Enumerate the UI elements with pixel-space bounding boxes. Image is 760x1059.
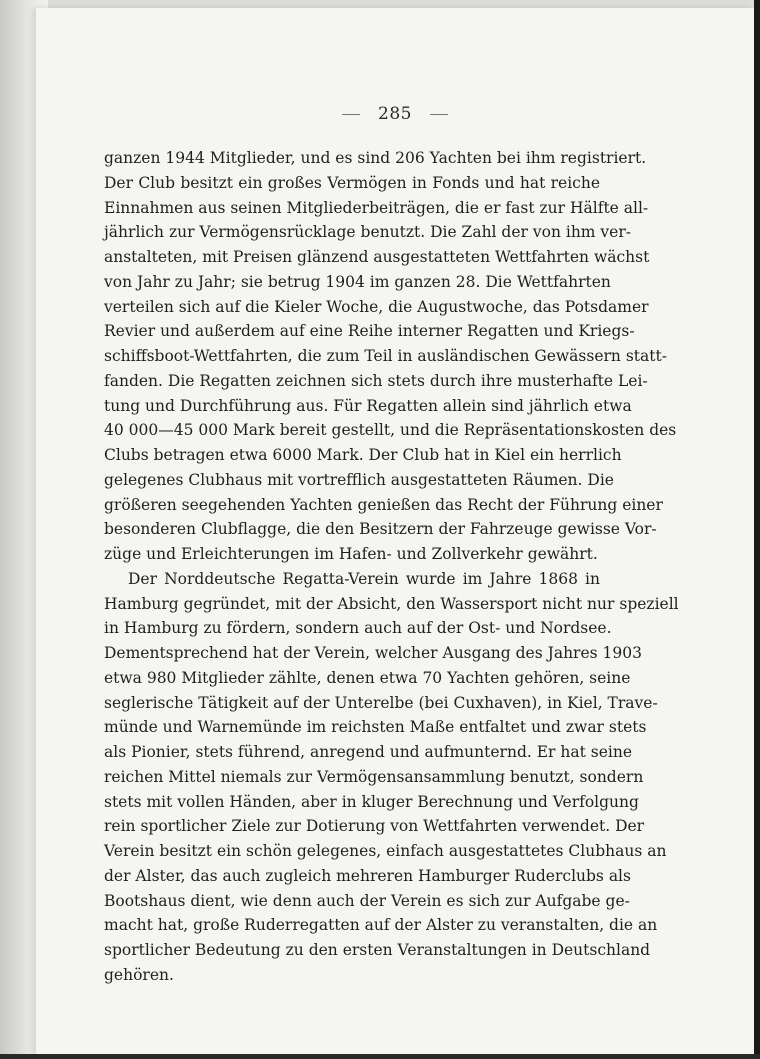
text-line: Einnahmen aus seinen Mitgliederbeiträgen, die er fast zur Hälfte all- xyxy=(104,198,649,217)
text-line: Revier und außerdem auf eine Reihe interner Regatten und Kriegs- xyxy=(104,322,635,341)
text-line: seglerische Tätigkeit auf der Unterelbe (bei Cuxhaven), in Kiel, Trave- xyxy=(104,693,658,712)
text-line: der Alster, das auch zugleich mehreren Hamburger Ruderclubs als xyxy=(104,866,631,885)
text-line: 40 000—45 000 Mark bereit gestellt, und die Repräsentationskosten des xyxy=(104,421,677,440)
scan-edge-right xyxy=(754,0,760,1059)
text-line: jährlich zur Vermögensrücklage benutzt. Die Zahl der von ihm ver- xyxy=(104,223,631,242)
text-line: sportlicher Bedeutung zu den ersten Veranstaltungen in Deutschland xyxy=(104,941,651,959)
text-line: züge und Erleichterungen im Hafen- und Zollverkehr gewährt. xyxy=(104,545,598,563)
text-line: macht hat, große Ruderregatten auf der Alster zu veranstalten, die an xyxy=(104,916,658,935)
text-line: Verein besitzt ein schön gelegenes, einfach ausgestattetes Clubhaus an xyxy=(104,842,667,860)
header-dash-left xyxy=(342,114,360,115)
text-line: rein sportlicher Ziele zur Dotierung von Wettfahrten verwendet. Der xyxy=(104,817,645,836)
text-line: tung und Durchführung aus. Für Regatten allein sind jährlich etwa xyxy=(104,396,632,415)
text-line: Der Norddeutsche Regatta-Verein wurde im Jahre 1868 in xyxy=(128,569,600,588)
text-line: in Hamburg zu fördern, sondern auch auf der Ost- und Nordsee. xyxy=(104,619,612,638)
text-line: besonderen Clubflagge, die den Besitzern der Fahrzeuge gewisse Vor- xyxy=(104,520,657,539)
scan-edge-bottom xyxy=(0,1054,760,1059)
page-number-header xyxy=(36,104,754,124)
page-number: 285 xyxy=(378,104,412,124)
text-line: Clubs betragen etwa 6000 Mark. Der Club hat in Kiel ein herrlich xyxy=(104,446,622,464)
text-line: Dementsprechend hat der Verein, welcher Ausgang des Jahres 1903 xyxy=(104,644,642,662)
text-line: gelegenes Clubhaus mit vortrefflich ausgestatteten Räumen. Die xyxy=(104,470,614,489)
text-line: Hamburg gegründet, mit der Absicht, den Wassersport nicht nur speziell xyxy=(104,594,679,613)
paragraph-2 xyxy=(104,567,679,988)
text-line: stets mit vollen Händen, aber in kluger Berechnung und Verfolgung xyxy=(104,792,639,811)
text-line: von Jahr zu Jahr; sie betrug 1904 im ganzen 28. Die Wettfahrten xyxy=(104,272,611,291)
text-line: ganzen 1944 Mitglieder, und es sind 206 Yachten bei ihm registriert. xyxy=(104,149,647,167)
text-line: fanden. Die Regatten zeichnen sich stets durch ihre musterhafte Lei- xyxy=(104,371,648,390)
text-line: münde und Warnemünde im reichsten Maße entfaltet und zwar stets xyxy=(104,718,647,737)
text-line: als Pionier, stets führend, anregend und aufmunternd. Er hat seine xyxy=(104,743,632,761)
header-dash-right xyxy=(430,114,448,115)
text-line: schiffsboot-Wettfahrten, die zum Teil in ausländischen Gewässern statt- xyxy=(104,347,667,365)
text-line: Der Club besitzt ein großes Vermögen in Fonds und hat reiche xyxy=(104,173,600,192)
text-line: verteilen sich auf die Kieler Woche, die Augustwoche, das Potsdamer xyxy=(104,297,649,316)
text-line: etwa 980 Mitglieder zählte, denen etwa 70 Yachten gehören, seine xyxy=(104,668,631,687)
text-line: anstalteten, mit Preisen glänzend ausgestatteten Wettfahrten wächst xyxy=(104,248,650,266)
paragraph-1 xyxy=(104,146,677,567)
text-line: Bootshaus dient, wie denn auch der Verein es sich zur Aufgabe ge- xyxy=(104,891,630,910)
text-line: reichen Mittel niemals zur Vermögensansammlung benutzt, sondern xyxy=(104,767,644,786)
text-line: größeren seegehenden Yachten genießen das Recht der Führung einer xyxy=(104,495,663,514)
text-line: gehören. xyxy=(104,965,174,984)
body-text xyxy=(104,146,679,988)
